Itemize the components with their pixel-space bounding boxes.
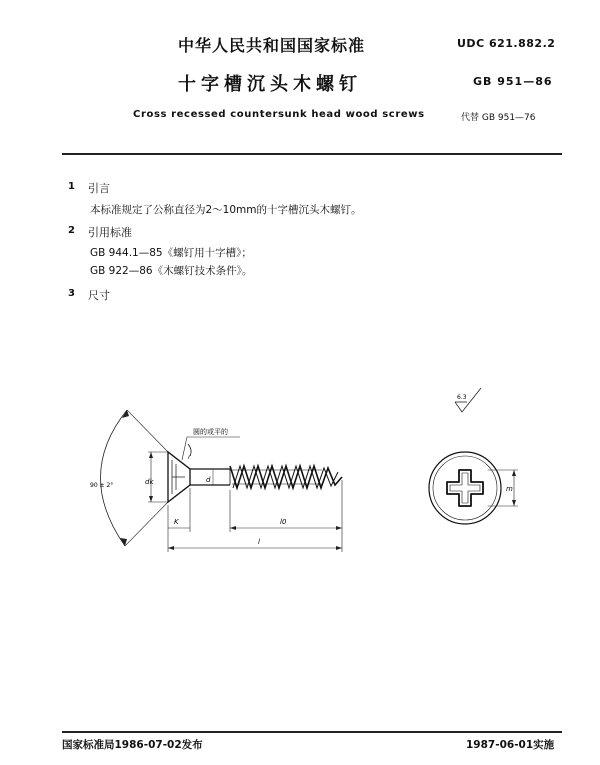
label-dk: dk	[145, 478, 154, 486]
gb-code: GB 951—86	[473, 75, 553, 88]
udc-code: UDC 621.882.2	[457, 37, 556, 50]
footer-divider	[62, 731, 562, 733]
label-d: d	[206, 476, 211, 484]
effective-date: 1987-06-01实施	[466, 739, 555, 751]
section-title: 引言	[88, 182, 110, 195]
page-title: 十字槽沉头木螺钉	[178, 74, 362, 95]
roughness-value: 6.3	[457, 394, 467, 401]
section-text: 本标准规定了公称直径为2～10mm的十字槽沉头木螺钉。	[90, 204, 362, 216]
screw-drawing	[0, 380, 600, 580]
label-l: l	[258, 538, 260, 546]
head-annotation: 圆的或平的	[193, 428, 228, 436]
section-title: 尺寸	[88, 289, 110, 302]
section-number: 3	[68, 288, 75, 299]
standard-type: 中华人民共和国国家标准	[178, 36, 366, 55]
section-title: 引用标准	[88, 226, 132, 239]
replaces-note: 代替 GB 951—76	[461, 113, 536, 123]
roughness-symbol	[455, 388, 481, 412]
header-divider	[62, 153, 562, 155]
screw-end-view	[429, 452, 501, 524]
angle-arc	[100, 410, 127, 546]
label-l0: l0	[280, 518, 287, 526]
section-number: 2	[68, 225, 75, 236]
screw-thread	[230, 466, 342, 488]
label-k: K	[174, 518, 179, 526]
reference-item: GB 944.1—85《螺钉用十字槽》；	[90, 247, 252, 259]
english-title: Cross recessed countersunk head wood screws	[133, 109, 425, 120]
reference-item: GB 922—86《木螺钉技术条件》。	[90, 265, 253, 277]
section-number: 1	[68, 181, 75, 192]
angle-label: 90 ± 2°	[90, 482, 114, 489]
issue-date: 国家标准局1986-07-02发布	[62, 739, 203, 751]
label-m: m	[506, 485, 513, 493]
label-r: r	[188, 454, 191, 461]
